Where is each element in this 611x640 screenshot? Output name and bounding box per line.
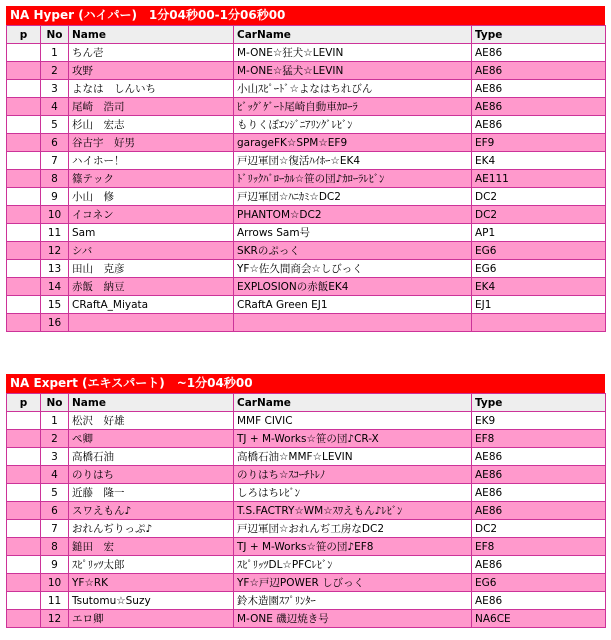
cell-p	[7, 188, 41, 206]
cell-name	[69, 314, 234, 332]
cell-name: 谷古宇 好男	[69, 134, 234, 152]
cell-no: 4	[41, 98, 69, 116]
table-row	[7, 502, 606, 520]
cell-type: AE86	[472, 592, 606, 610]
cell-type: AE86	[472, 98, 606, 116]
cell-carname: もりくぼｴﾝｼﾞﾆｱﾘﾝｸﾞﾚﾋﾞﾝ	[234, 116, 472, 134]
cell-name: ｽﾋﾟﾘｯﾂ太郎	[69, 556, 234, 574]
cell-type: EK9	[472, 412, 606, 430]
cell-name: ぺ卿	[69, 430, 234, 448]
cell-name: ハイホー！	[69, 152, 234, 170]
cell-no: 11	[41, 592, 69, 610]
table-row	[7, 44, 606, 62]
cell-no: 6	[41, 502, 69, 520]
cell-carname: TJ + M-Works☆笹の団♪EF8	[234, 538, 472, 556]
cell-carname: M-ONE☆猛犬☆LEVIN	[234, 62, 472, 80]
table-row	[7, 484, 606, 502]
cell-carname: のりはち☆ｽｺｰﾁﾄﾚﾉ	[234, 466, 472, 484]
expert-section	[6, 374, 605, 628]
cell-p	[7, 502, 41, 520]
cell-type: EF8	[472, 538, 606, 556]
cell-name: 攻野	[69, 62, 234, 80]
cell-no: 9	[41, 556, 69, 574]
cell-p	[7, 98, 41, 116]
table-row	[7, 430, 606, 448]
cell-no: 1	[41, 412, 69, 430]
cell-type: EK4	[472, 152, 606, 170]
header-p: p	[7, 394, 41, 412]
table-row	[7, 260, 606, 278]
cell-no: 8	[41, 538, 69, 556]
table-row	[7, 610, 606, 628]
cell-type: EG6	[472, 574, 606, 592]
table-row	[7, 520, 606, 538]
cell-type: EF9	[472, 134, 606, 152]
cell-name: Sam	[69, 224, 234, 242]
header-name: Name	[69, 26, 234, 44]
cell-name: 高橋石油	[69, 448, 234, 466]
hyper-table	[6, 25, 606, 332]
expert-table	[6, 393, 606, 628]
cell-no: 11	[41, 224, 69, 242]
cell-carname: YF☆戸辺POWER しびっく	[234, 574, 472, 592]
cell-name: おれんぢりっぷ♪	[69, 520, 234, 538]
cell-carname: ﾄﾞﾘｯｸﾊﾞﾛｰｶﾙ☆笹の団♪ｶﾛｰﾗﾚﾋﾞﾝ	[234, 170, 472, 188]
table-row	[7, 206, 606, 224]
cell-p	[7, 556, 41, 574]
cell-type: AE86	[472, 502, 606, 520]
cell-p	[7, 538, 41, 556]
cell-name: 近藤 隆一	[69, 484, 234, 502]
cell-name: YF☆RK	[69, 574, 234, 592]
cell-name: 田山 克彦	[69, 260, 234, 278]
cell-name: ちん壱	[69, 44, 234, 62]
cell-name: 赤飯 納豆	[69, 278, 234, 296]
cell-name: CRaftA_Miyata	[69, 296, 234, 314]
cell-no: 3	[41, 80, 69, 98]
cell-no: 2	[41, 430, 69, 448]
table-row	[7, 592, 606, 610]
table-row	[7, 188, 606, 206]
cell-carname: ﾋﾞｯｸﾞｹﾞｰﾄ尾崎自動車ｶﾛｰﾗ	[234, 98, 472, 116]
cell-type: EK4	[472, 278, 606, 296]
table-row	[7, 412, 606, 430]
cell-carname: Arrows Sam号	[234, 224, 472, 242]
table-row	[7, 224, 606, 242]
cell-type: AE86	[472, 116, 606, 134]
cell-carname: 小山ｽﾋﾟｰﾄﾞ☆よなはちれびん	[234, 80, 472, 98]
cell-p	[7, 296, 41, 314]
cell-type: AP1	[472, 224, 606, 242]
table-row	[7, 556, 606, 574]
cell-carname: M-ONE 磯辺焼き号	[234, 610, 472, 628]
table-row	[7, 296, 606, 314]
cell-carname: しろはちﾚﾋﾞﾝ	[234, 484, 472, 502]
cell-no: 15	[41, 296, 69, 314]
cell-type: AE86	[472, 448, 606, 466]
cell-p	[7, 466, 41, 484]
cell-no: 2	[41, 62, 69, 80]
cell-type: AE86	[472, 62, 606, 80]
cell-name: 尾崎 浩司	[69, 98, 234, 116]
cell-type: AE86	[472, 80, 606, 98]
cell-carname: 高橋石油☆MMF☆LEVIN	[234, 448, 472, 466]
cell-p	[7, 430, 41, 448]
cell-p	[7, 484, 41, 502]
table-row	[7, 80, 606, 98]
cell-name: よなは しんいち	[69, 80, 234, 98]
cell-p	[7, 80, 41, 98]
header-p: p	[7, 26, 41, 44]
cell-name: シバ	[69, 242, 234, 260]
table-row	[7, 152, 606, 170]
table-row	[7, 116, 606, 134]
cell-no: 12	[41, 242, 69, 260]
cell-p	[7, 206, 41, 224]
cell-p	[7, 170, 41, 188]
cell-p	[7, 448, 41, 466]
cell-carname: TJ + M-Works☆笹の団♪CR-X	[234, 430, 472, 448]
table-row	[7, 538, 606, 556]
cell-type: DC2	[472, 206, 606, 224]
hyper-section	[6, 6, 605, 332]
header-carname: CarName	[234, 26, 472, 44]
cell-carname: CRaftA Green EJ1	[234, 296, 472, 314]
cell-name: 篠テック	[69, 170, 234, 188]
cell-no: 4	[41, 466, 69, 484]
cell-carname: ｽﾋﾟﾘｯﾂDL☆PFCﾚﾋﾞﾝ	[234, 556, 472, 574]
cell-name: 小山 修	[69, 188, 234, 206]
expert-header-row	[7, 394, 606, 412]
cell-no: 3	[41, 448, 69, 466]
cell-no: 6	[41, 134, 69, 152]
table-row	[7, 448, 606, 466]
cell-no: 14	[41, 278, 69, 296]
cell-type: AE86	[472, 484, 606, 502]
cell-p	[7, 224, 41, 242]
header-name: Name	[69, 394, 234, 412]
cell-name: Tsutomu☆Suzy	[69, 592, 234, 610]
cell-carname: T.S.FACTRY☆WM☆ｽﾜえもん♪ﾚﾋﾞﾝ	[234, 502, 472, 520]
table-row	[7, 170, 606, 188]
header-type: Type	[472, 26, 606, 44]
cell-type: AE86	[472, 466, 606, 484]
cell-no: 8	[41, 170, 69, 188]
cell-p	[7, 152, 41, 170]
cell-carname: 戸辺軍団☆復活ﾊｲﾎｰ☆EK4	[234, 152, 472, 170]
cell-carname: YF☆佐久間商会☆しびっく	[234, 260, 472, 278]
cell-type: AE86	[472, 44, 606, 62]
cell-type: NA6CE	[472, 610, 606, 628]
cell-no: 10	[41, 206, 69, 224]
cell-p	[7, 134, 41, 152]
cell-no: 13	[41, 260, 69, 278]
cell-name: 松沢 好雄	[69, 412, 234, 430]
cell-no: 7	[41, 520, 69, 538]
table-row	[7, 242, 606, 260]
cell-type: DC2	[472, 520, 606, 538]
cell-type: EG6	[472, 242, 606, 260]
cell-p	[7, 314, 41, 332]
cell-no: 5	[41, 116, 69, 134]
cell-type: EG6	[472, 260, 606, 278]
cell-no: 7	[41, 152, 69, 170]
table-row	[7, 134, 606, 152]
table-row	[7, 466, 606, 484]
cell-carname: PHANTOM☆DC2	[234, 206, 472, 224]
expert-title: NA Expert (エキスパート) ~1分04秒00	[6, 374, 605, 393]
header-no: No	[41, 26, 69, 44]
cell-carname: EXPLOSIONの赤飯EK4	[234, 278, 472, 296]
cell-name: 杉山 宏志	[69, 116, 234, 134]
cell-p	[7, 412, 41, 430]
cell-type: AE86	[472, 556, 606, 574]
expert-body	[7, 412, 606, 628]
cell-type: EF8	[472, 430, 606, 448]
table-row	[7, 314, 606, 332]
cell-type	[472, 314, 606, 332]
cell-carname	[234, 314, 472, 332]
cell-carname: garageFK☆SPM☆EF9	[234, 134, 472, 152]
cell-p	[7, 242, 41, 260]
table-row	[7, 98, 606, 116]
cell-p	[7, 278, 41, 296]
cell-no: 16	[41, 314, 69, 332]
cell-carname: MMF CIVIC	[234, 412, 472, 430]
cell-p	[7, 574, 41, 592]
header-no: No	[41, 394, 69, 412]
cell-carname: 鈴木造園ｽﾌﾟﾘﾝﾀｰ	[234, 592, 472, 610]
header-type: Type	[472, 394, 606, 412]
cell-p	[7, 520, 41, 538]
cell-p	[7, 62, 41, 80]
cell-carname: M-ONE☆狂犬☆LEVIN	[234, 44, 472, 62]
cell-type: EJ1	[472, 296, 606, 314]
cell-carname: 戸辺軍団☆ﾊﾆｶﾐ☆DC2	[234, 188, 472, 206]
hyper-title: NA Hyper (ハイパー) 1分04秒00-1分06秒00	[6, 6, 605, 25]
cell-p	[7, 116, 41, 134]
cell-name: のりはち	[69, 466, 234, 484]
cell-carname: 戸辺軍団☆おれんぢ工房なDC2	[234, 520, 472, 538]
cell-name: 鎚田 宏	[69, 538, 234, 556]
cell-type: DC2	[472, 188, 606, 206]
cell-p	[7, 260, 41, 278]
hyper-body	[7, 44, 606, 332]
hyper-header-row	[7, 26, 606, 44]
cell-p	[7, 610, 41, 628]
table-row	[7, 62, 606, 80]
table-row	[7, 278, 606, 296]
cell-type: AE111	[472, 170, 606, 188]
header-carname: CarName	[234, 394, 472, 412]
cell-no: 1	[41, 44, 69, 62]
cell-p	[7, 44, 41, 62]
cell-carname: SKRのぷっく	[234, 242, 472, 260]
table-row	[7, 574, 606, 592]
cell-no: 10	[41, 574, 69, 592]
cell-p	[7, 592, 41, 610]
cell-no: 12	[41, 610, 69, 628]
cell-name: イコネン	[69, 206, 234, 224]
cell-name: スワえもん♪	[69, 502, 234, 520]
cell-no: 9	[41, 188, 69, 206]
cell-no: 5	[41, 484, 69, 502]
cell-name: エロ卿	[69, 610, 234, 628]
